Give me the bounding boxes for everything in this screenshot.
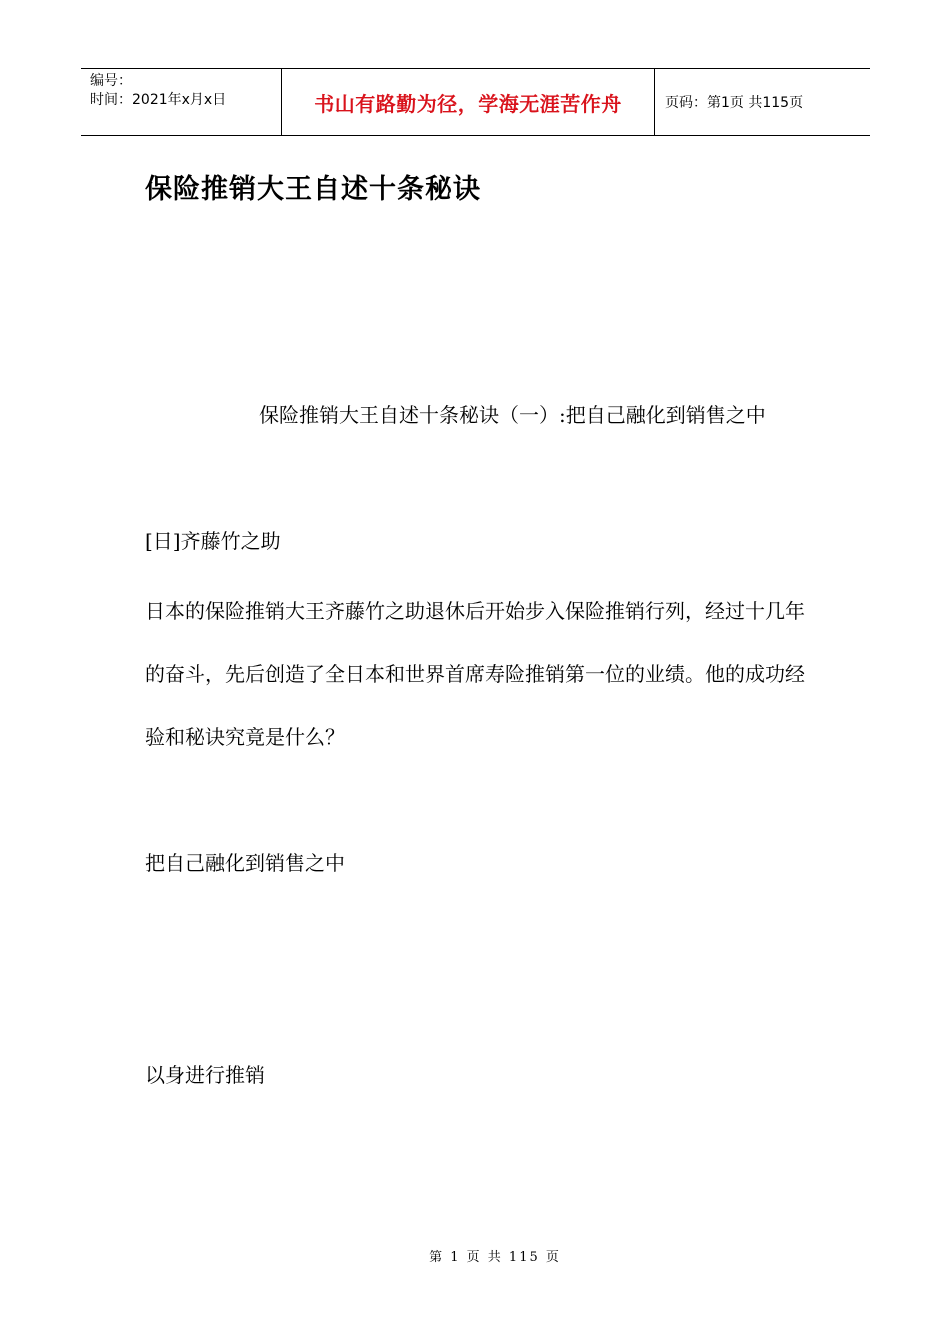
subheading-1: 把自己融化到销售之中 bbox=[145, 851, 345, 875]
header-table bbox=[81, 68, 870, 136]
header-page-info: 页码：第1页 共115页 bbox=[665, 95, 804, 111]
subheading-2: 以身进行推销 bbox=[145, 1063, 265, 1087]
author-line: [日]齐藤竹之助 bbox=[145, 529, 281, 553]
header-meta-cell bbox=[81, 69, 282, 135]
header-motto: 书山有路勤为径，学海无涯苦作舟 bbox=[282, 69, 655, 135]
date-label: 时间：2021年x月x日 bbox=[90, 92, 227, 108]
document-title: 保险推销大王自述十条秘诀 bbox=[145, 174, 481, 205]
number-label: 编号： bbox=[90, 73, 132, 89]
section-heading: 保险推销大王自述十条秘诀（一）:把自己融化到销售之中 bbox=[259, 403, 766, 427]
page-footer: 第 1 页 共 115 页 bbox=[429, 1250, 561, 1265]
intro-paragraph: 日本的保险推销大王齐藤竹之助退休后开始步入保险推销行列，经过十几年的奋斗，先后创造了全日本和世界首席寿险推销第一位的业绩。他的成功经验和秘诀究竟是什么？ bbox=[145, 599, 805, 749]
